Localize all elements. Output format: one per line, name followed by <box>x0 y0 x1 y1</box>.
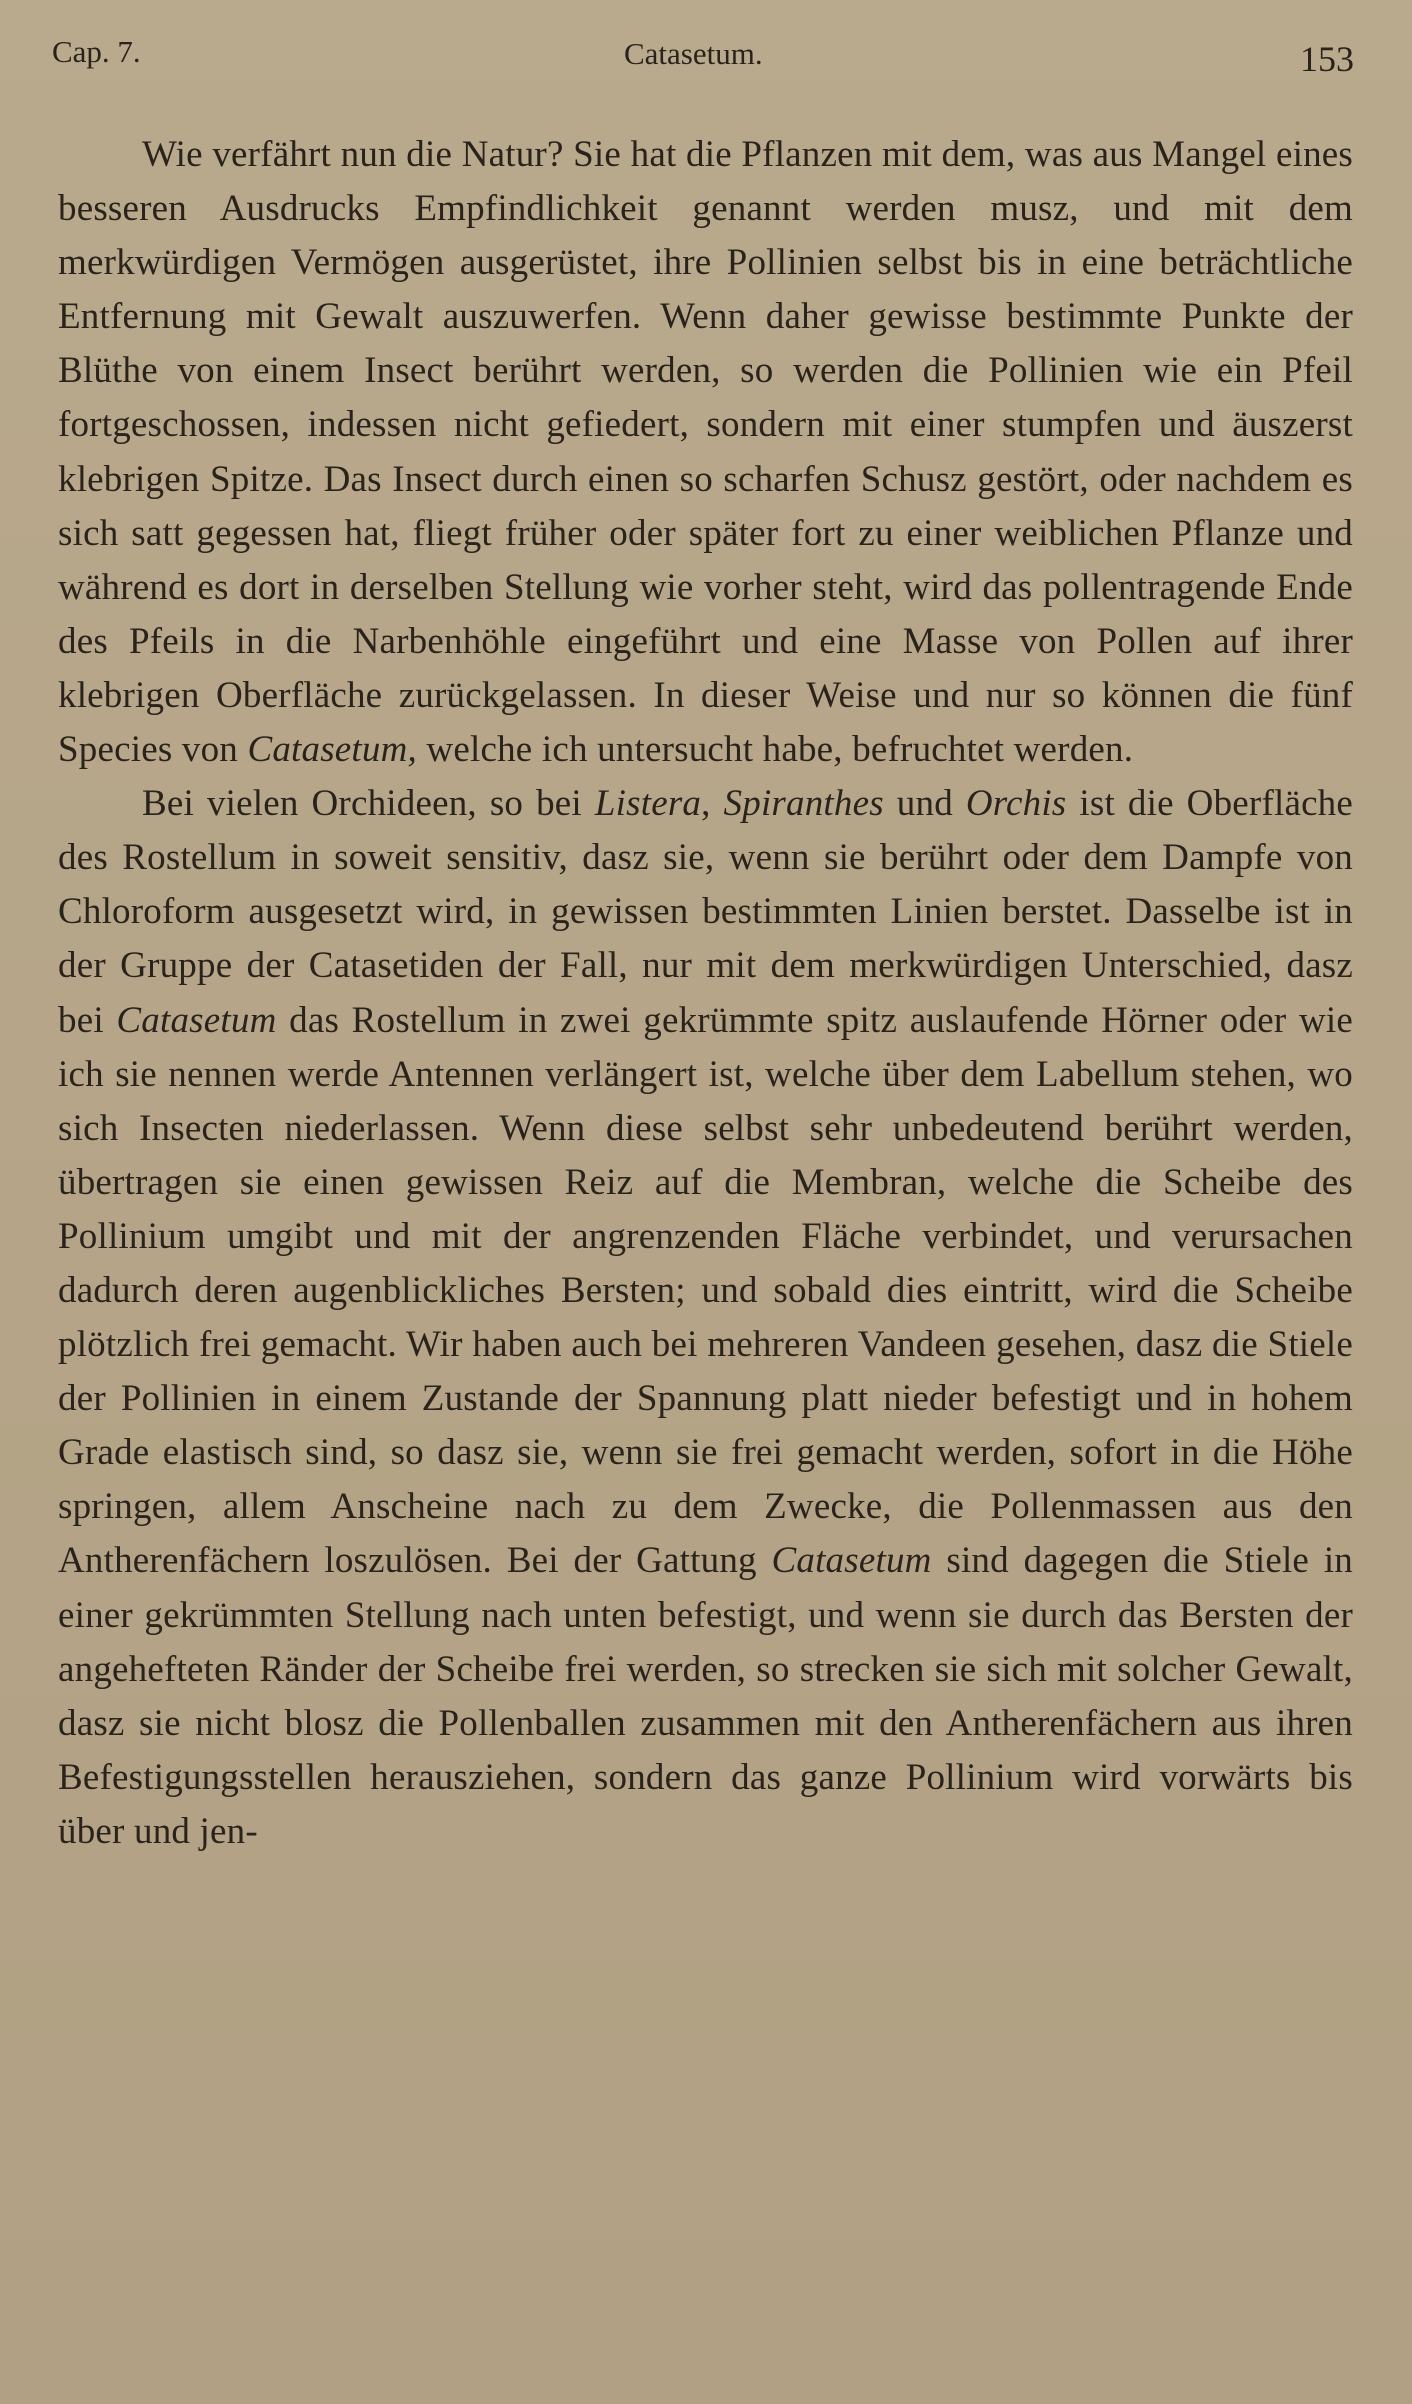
text-run: ist die Oberfläche des Rostellum in soweit sensitiv, dasz sie, wenn sie berührt oder dem Dampfe von Chloroform ausgesetzt wird, in gewissen bestimmten Linien berstet. Dasselbe ist in der Gruppe der Catasetiden der Fall, nur mit dem merkwürdigen Unterschied, dasz bei <box>58 783 1354 1041</box>
paragraph <box>58 777 1353 1859</box>
paragraph <box>58 128 1353 777</box>
running-header <box>52 28 1352 78</box>
text-run: Bei vielen Orchideen, so bei <box>142 783 595 825</box>
italic-term: Catasetum, <box>247 729 417 771</box>
italic-term: Listera <box>594 783 702 825</box>
running-title: Catasetum. <box>624 36 763 71</box>
page-number: 153 <box>1300 39 1354 79</box>
italic-term: Orchis <box>965 783 1067 825</box>
text-run: Wie verfährt nun die Natur? Sie hat die Pflanzen mit dem, was aus Mangel eines besseren Ausdrucks Empfindlichkeit genannt werden musz, und mit dem merkwürdigen Vermögen ausgerüstet, ihre Pollinien selbst bis in eine beträchtliche Entfernung mit Gewalt auszuwerfen. Wenn daher gewisse bestimmte Punkte der Blüthe von einem Insect berührt werden, so werden die Pollinien wie ein Pfeil fortgeschossen, indessen nicht gefiedert, sondern mit einer stumpfen und äuszerst klebrigen Spitze. Das Insect durch einen so scharfen Schusz gestört, oder nachdem es sich satt gegessen hat, fliegt früher oder später fort zu einer weiblichen Pflanze und während es dort in derselben Stellung wie vorher steht, wird das pollentragende Ende des Pfeils in die Narbenhöhle eingeführt und eine Masse von Pollen auf ihrer klebrigen Oberfläche zurückgelassen. In dieser Weise und nur so können die fünf Species von <box>58 134 1353 771</box>
italic-term: Catasetum <box>116 999 277 1041</box>
text-run: welche ich untersucht habe, befruchtet werden. <box>416 729 1134 771</box>
italic-term: Spiranthes <box>723 783 884 825</box>
chapter-label: Cap. 7. <box>52 34 141 69</box>
text-run: sind dagegen die Stiele in einer gekrümmten Stellung nach unten befestigt, und wenn sie durch das Bersten der angehefteten Ränder der Scheibe frei werden, so strecken sie sich mit solcher Gewalt, dasz sie nicht blosz die Pollenballen zusammen mit den Antherenfächern aus ihren Befestigungsstellen herausziehen, sondern das ganze Pollinium wird vorwärts bis über und jen- <box>58 1540 1353 1852</box>
body-text <box>58 128 1353 1859</box>
text-run: und <box>883 783 966 825</box>
text-run: , <box>701 783 724 825</box>
text-run: das Rostellum in zwei gekrümmte spitz auslaufende Hörner oder wie ich sie nennen werde Antennen verlängert ist, welche über dem Labellum stehen, wo sich Insecten niederlassen. Wenn diese selbst sehr unbedeutend berührt werden, übertragen sie einen gewissen Reiz auf die Membran, welche die Scheibe des Pollinium umgibt und mit der angrenzenden Fläche verbindet, und verursachen dadurch deren augenblickliches Bersten; und sobald dies eintritt, wird die Scheibe plötzlich frei gemacht. Wir haben auch bei mehreren Vandeen gesehen, dasz die Stiele der Pollinien in einem Zustande der Spannung platt nieder befestigt und in hohem Grade elastisch sind, so dasz sie, wenn sie frei gemacht werden, sofort in die Höhe springen, allem Anscheine nach zu dem Zwecke, die Pollenmassen aus den Antherenfächern loszulösen. Bei der Gattung <box>58 999 1353 1582</box>
italic-term: Catasetum <box>771 1540 932 1582</box>
